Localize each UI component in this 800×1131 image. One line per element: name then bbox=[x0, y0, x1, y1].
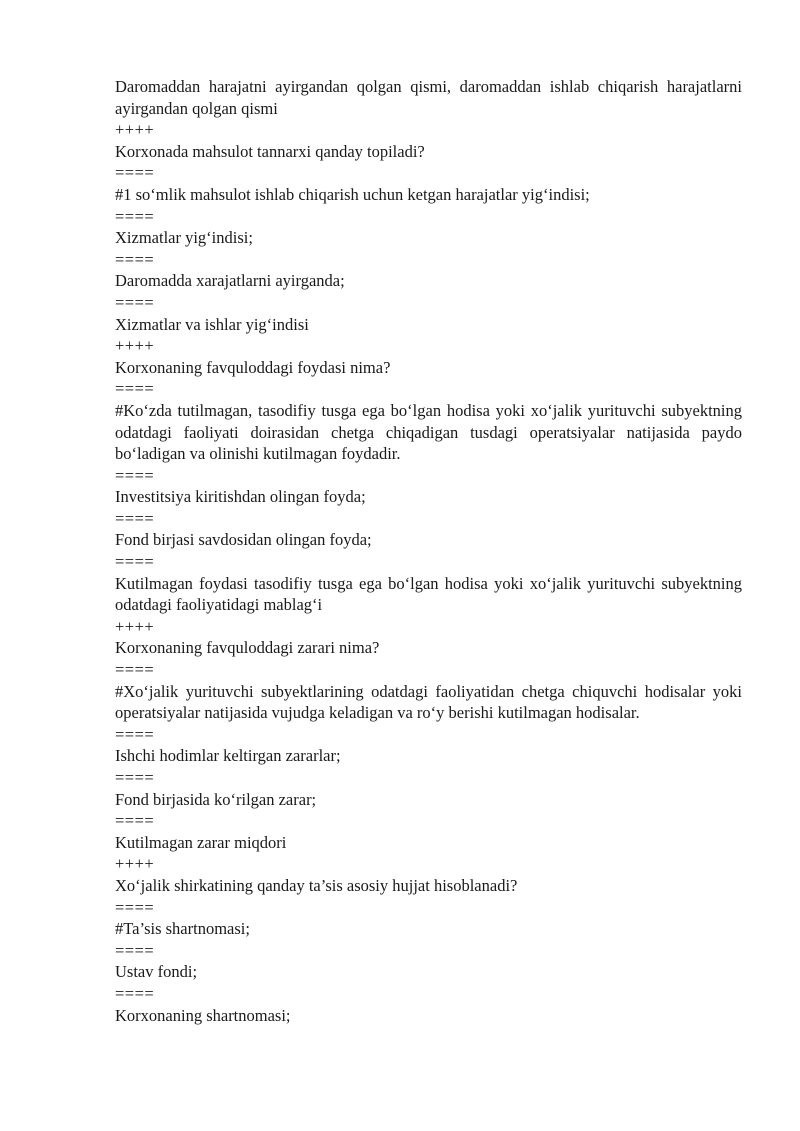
separator-line: ++++ bbox=[115, 120, 155, 140]
separator-line: ++++ bbox=[115, 854, 155, 874]
text-line: Xo‘jalik shirkatining qanday ta’sis asosiy hujjat hisoblanadi? bbox=[115, 875, 518, 895]
separator-line: ++++ bbox=[115, 336, 155, 356]
text-line: Xizmatlar yig‘indisi; bbox=[115, 228, 253, 248]
separator-line: ==== bbox=[115, 292, 155, 312]
text-line: #Ta’sis shartnomasi; bbox=[115, 919, 250, 939]
text-line: #1 so‘mlik mahsulot ishlab chiqarish uchun ketgan harajatlar yig‘indisi; bbox=[115, 184, 590, 204]
text-line: Korxonaning favquloddagi foydasi nima? bbox=[115, 357, 391, 377]
separator-line: ==== bbox=[115, 811, 155, 831]
document-page bbox=[115, 76, 742, 1026]
text-line: Kutilmagan foydasi tasodifiy tusga ega bo‘lgan hodisa yoki xo‘jalik yurituvchi subyektning odatdagi faoliyatidagi mablag‘i bbox=[115, 573, 742, 615]
text-line: Kutilmagan zarar miqdori bbox=[115, 832, 287, 852]
text-line: Fond birjasida ko‘rilgan zarar; bbox=[115, 789, 317, 809]
text-line: #Xo‘jalik yurituvchi subyektlarining odatdagi faoliyatidan chetga chiquvchi hodisalar yoki operatsiyalar natijasida vujudga keladigan va ro‘y berishi kutilmagan hodisalar. bbox=[115, 681, 742, 723]
separator-line: ++++ bbox=[115, 616, 155, 636]
separator-line: ==== bbox=[115, 897, 155, 917]
text-line: Xizmatlar va ishlar yig‘indisi bbox=[115, 314, 309, 334]
text-line: Fond birjasi savdosidan olingan foyda; bbox=[115, 530, 372, 550]
text-line: Korxonaning favquloddagi zarari nima? bbox=[115, 638, 380, 658]
text-line: Daromadda xarajatlarni ayirganda; bbox=[115, 271, 345, 291]
text-line: Korxonaning shartnomasi; bbox=[115, 1005, 291, 1025]
text-line: #Ko‘zda tutilmagan, tasodifiy tusga ega bo‘lgan hodisa yoki xo‘jalik yurituvchi subyektning odatdagi faoliyati doirasidan chetga chiqadigan tusdagi operatsiyalar natijasida paydo bo‘ladigan va olinishi kutilmagan foydadir. bbox=[115, 400, 742, 464]
separator-line: ==== bbox=[115, 983, 155, 1003]
text-line: Daromaddan harajatni ayirgandan qolgan qismi, daromaddan ishlab chiqarish harajatlarni ayirgandan qolgan qismi bbox=[115, 77, 742, 118]
separator-line: ==== bbox=[115, 465, 155, 485]
separator-line: ==== bbox=[115, 508, 155, 528]
text-line: Ishchi hodimlar keltirgan zararlar; bbox=[115, 746, 341, 766]
separator-line: ==== bbox=[115, 163, 155, 183]
text-line: Ustav fondi; bbox=[115, 962, 198, 982]
separator-line: ==== bbox=[115, 940, 155, 960]
separator-line: ==== bbox=[115, 660, 155, 680]
separator-line: ==== bbox=[115, 249, 155, 269]
separator-line: ==== bbox=[115, 552, 155, 572]
separator-line: ==== bbox=[115, 379, 155, 399]
separator-line: ==== bbox=[115, 724, 155, 744]
text-line: Investitsiya kiritishdan olingan foyda; bbox=[115, 487, 366, 507]
separator-line: ==== bbox=[115, 768, 155, 787]
text-line: Korxonada mahsulot tannarxi qanday topiladi? bbox=[115, 141, 425, 161]
separator-line: ==== bbox=[115, 206, 155, 226]
